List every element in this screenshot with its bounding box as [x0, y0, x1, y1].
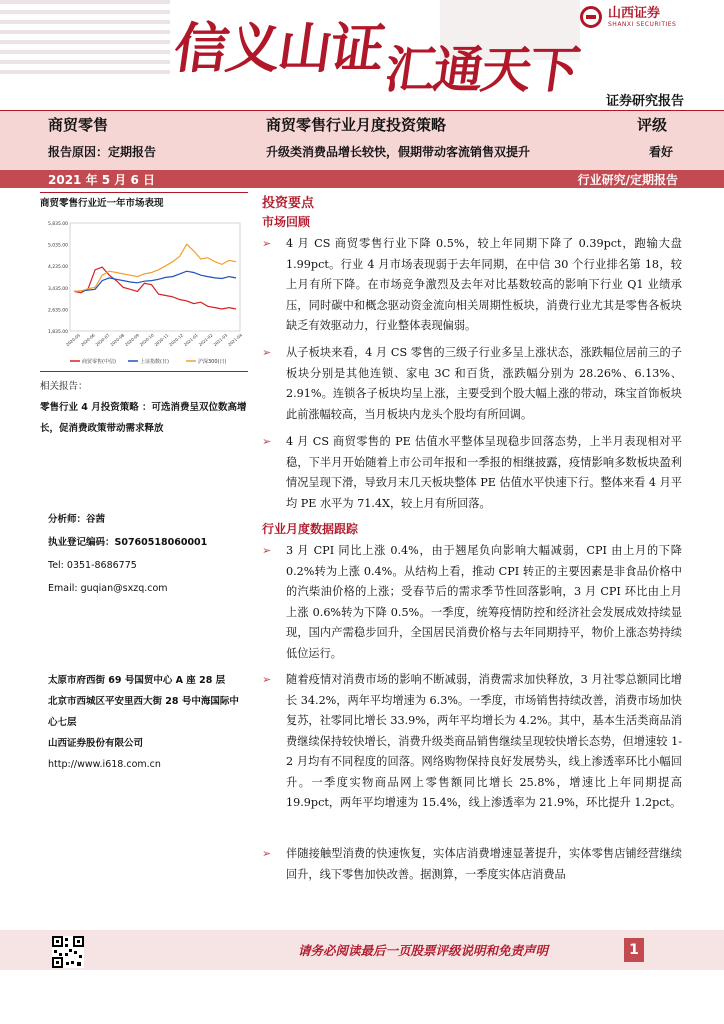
report-date: 2021 年 5 月 6 日	[48, 173, 155, 187]
sidebar	[40, 192, 248, 439]
logo-icon	[580, 6, 602, 28]
bullet-2	[262, 343, 682, 425]
bullet-3-text: 4 月 CS 商贸零售的 PE 估值水平整体呈现稳步回落态势，上半月表现相对平稳，下半月开始随着上市公司年报和一季报的相继披露，疫情影响多数板块盈利情况呈现下滑，导致月末几天板块整体 PE 估值水平快速下行。整体来看 4 月平均 PE 水平为 71.4X，较上月有所回落。	[286, 435, 682, 510]
sidebar-rule	[40, 192, 248, 193]
analyst-name: 分析师：谷茜	[48, 514, 106, 525]
bullet-3	[262, 432, 682, 514]
x-tick-label: 2021-02	[197, 332, 214, 348]
related-report-link[interactable]: 零售行业 4 月投资策略 ：可选消费呈双位数高增长，促消费政策带动需求释放	[40, 402, 247, 434]
bullet-5	[262, 670, 682, 814]
report-subtitle: 升级类消费品增长较快，假期带动客流销售双提升	[266, 145, 531, 159]
arrow-icon: ➢	[262, 346, 272, 359]
legend-label: 沪深300(日)	[198, 359, 227, 365]
related-label: 相关报告：	[40, 381, 88, 392]
arrow-icon: ➢	[262, 435, 272, 448]
legend-label: 商贸零售(中信)	[82, 359, 116, 365]
arrow-icon: ➢	[262, 237, 272, 250]
x-tick-label: 2020-11	[153, 332, 170, 348]
x-tick-label: 2020-08	[109, 332, 126, 348]
company-website[interactable]: http://www.i618.com.cn	[48, 759, 161, 770]
report-title: 商贸零售行业月度投资策略	[266, 116, 447, 134]
analyst-tel: Tel: 0351-8686775	[48, 560, 137, 571]
logo-cn: 山西证券	[608, 5, 661, 21]
x-tick-label: 2020-05	[65, 332, 82, 348]
address-taiyuan: 太原市府西街 69 号国贸中心 A 座 28 层	[48, 675, 226, 686]
bullet-4	[262, 541, 682, 664]
subsection-market-review: 市场回顾	[262, 215, 311, 229]
x-tick-label: 2021-03	[212, 332, 229, 348]
analyst-email[interactable]: Email: guqian@sxzq.com	[48, 583, 168, 594]
rating-label: 评级	[637, 116, 668, 134]
x-tick-label: 2020-07	[94, 332, 111, 348]
bullet-2-text: 从子板块来看，4 月 CS 零售的三级子行业多呈上涨状态，涨跌幅位居前三的子板块分别是其他连锁、家电 3C 和百货，涨跌幅分别为 28.26%、6.13%、2.91%。连锁各子板块均呈上涨，主要受到个股大幅上涨的带动，珠宝首饰板块此前涨幅较高，当月板块内龙头个股均有所回调。	[286, 346, 682, 421]
company-logo	[580, 6, 676, 28]
analyst-block	[48, 508, 248, 600]
subsection-data-tracking: 行业月度数据跟踪	[262, 522, 359, 536]
bullet-6	[262, 844, 682, 885]
bullet-5-text: 随着疫情对消费市场的影响不断减弱，消费需求加快释放，3 月社零总额同比增长 34.2%，两年平均增速为 6.3%。一季度，市场销售持续改善，消费市场加快复苏，社零同比增长 33.9%，两年平均增长为 4.2%。其中，基本生活类商品消费继续保持较快增长，消费升级类商品销售继续呈现较快增长态势，但增速较 1-2 月均有不同程度的回落。网络购物保持良好发展势头，线上渗透率环比小幅回升。一季度实物商品网上零售额同比增长 25.8%，增速比上年同期提高 19.9pct，两年平均增速为 15.4%，线上渗透率为 21.9%，环比提升 1.2pct。	[286, 673, 682, 809]
x-tick-label: 2020-12	[168, 332, 185, 348]
plot-frame	[70, 223, 240, 331]
y-tick-label: 2,635.00	[47, 308, 68, 314]
disclaimer: 请务必阅读最后一页股票评级说明和免责声明	[298, 943, 549, 958]
series-line	[74, 267, 236, 309]
address-block	[48, 670, 248, 775]
date-bar	[0, 170, 724, 188]
y-tick-label: 1,835.00	[47, 330, 68, 335]
rating-value: 看好	[649, 145, 674, 159]
chart-bottom-rule	[40, 371, 248, 372]
arrow-icon: ➢	[262, 544, 272, 557]
x-tick-label: 2021-04	[227, 332, 244, 348]
logo-en: SHANXI SECURITIES	[608, 20, 677, 28]
x-tick-label: 2020-09	[123, 332, 140, 348]
bullet-1	[262, 234, 682, 337]
y-tick-label: 5,835.00	[47, 222, 68, 227]
report-type: 证券研究报告	[605, 94, 684, 109]
market-performance-chart	[40, 215, 248, 365]
arrow-icon: ➢	[262, 847, 272, 860]
series-line	[74, 244, 236, 291]
analyst-license: 执业登记编码：S0760518060001	[48, 537, 208, 548]
x-tick-label: 2020-06	[79, 332, 96, 348]
qr-code-icon	[52, 936, 84, 968]
legend-label: 上证指数(日)	[140, 359, 169, 365]
report-category: 行业研究/定期报告	[577, 173, 678, 187]
bullet-4-text: 3 月 CPI 同比上涨 0.4%，由于翘尾负向影响大幅减弱，CPI 由上月的下降 0.2%转为上涨 0.4%。从结构上看，推动 CPI 转正的主要因素是非食品价格中的汽柴油价格的上涨；受春节后的需求季节性回落影响，3 月 CPI 环比由上月上涨 0.6%转为下降 0.5%。一季度，统筹疫情防控和经济社会发展成效持续显现，国内产需稳步回升，全国居民消费价格与去年同期持平，物价上涨态势持续低位运行。	[286, 544, 682, 660]
arrow-icon: ➢	[262, 673, 272, 686]
report-reason: 报告原因：定期报告	[48, 145, 157, 159]
address-beijing: 北京市西城区平安里西大街 28 号中海国际中心七层	[48, 696, 239, 728]
y-tick-label: 4,235.00	[47, 265, 68, 271]
y-tick-label: 3,435.00	[47, 286, 68, 292]
x-tick-label: 2020-10	[138, 332, 155, 348]
page-number: 1	[624, 938, 644, 962]
bullet-6-text: 伴随接触型消费的快速恢复，实体店消费增速显著提升，实体零售店铺经营继续回升，线下零售加快改善。据测算，一季度实体店消费品	[286, 847, 682, 881]
band-top-rule	[0, 110, 724, 111]
company-name: 山西证券股份有限公司	[48, 738, 144, 749]
slogan-part2: 汇通天下	[381, 40, 582, 99]
industry-label: 商贸零售	[48, 116, 109, 134]
chart-title: 商贸零售行业近一年市场表现	[40, 198, 164, 209]
section-title: 投资要点	[262, 196, 315, 211]
slogan-part1: 信义山证	[170, 16, 388, 80]
bullet-1-text: 4 月 CS 商贸零售行业下降 0.5%，较上年同期下降了 0.39pct，跑输大盘 1.99pct。行业 4 月市场表现弱于去年同期，在中信 30 个行业排名第 18，较上月有所下降。在市场竞争激烈及去年对比基数较高的影响下行业 Q1 业绩承压，同时碳中和概念驱动资金流向相关周期性板块，消费行业尤其是零售各板块缺乏有效驱动力，行业整体表现偏弱。	[286, 237, 682, 332]
y-tick-label: 5,035.00	[47, 243, 68, 249]
x-tick-label: 2021-01	[182, 332, 199, 348]
